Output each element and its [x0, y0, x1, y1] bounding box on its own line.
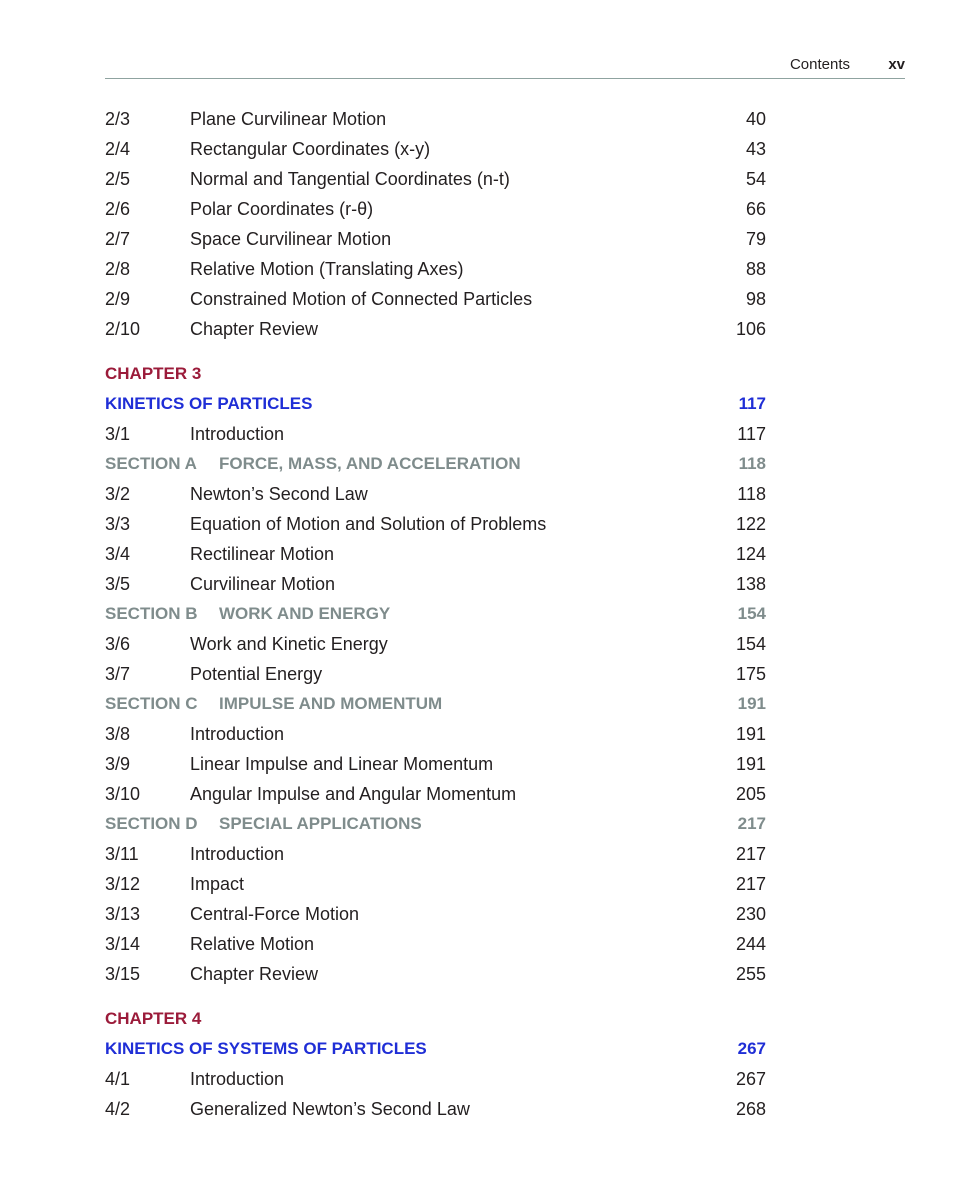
- page-number: 191: [735, 724, 766, 744]
- section-heading[interactable]: [105, 599, 766, 629]
- toc-entry[interactable]: [105, 569, 766, 599]
- chapter-title[interactable]: [105, 389, 766, 419]
- entry-title: Chapter Review: [190, 319, 319, 339]
- page-number: 217: [735, 874, 766, 894]
- page-number: 66: [745, 199, 766, 219]
- section-title: IMPULSE AND MOMENTUM: [219, 694, 443, 713]
- page-number: 88: [745, 259, 766, 279]
- toc-entry[interactable]: [105, 194, 766, 224]
- entry-title: Generalized Newton’s Second Law: [190, 1099, 470, 1119]
- entry-title: Angular Impulse and Angular Momentum: [190, 784, 517, 804]
- section-number: 3/10: [105, 784, 141, 804]
- section-title: FORCE, MASS, AND ACCELERATION: [219, 454, 521, 473]
- entry-title: Normal and Tangential Coordinates (n-t): [190, 169, 510, 189]
- toc-entry[interactable]: [105, 1064, 766, 1094]
- toc-entry[interactable]: [105, 659, 766, 689]
- running-header: [105, 56, 905, 79]
- section-heading[interactable]: [105, 689, 766, 719]
- section-number: 2/5: [105, 169, 131, 189]
- section-label: SECTION B: [105, 604, 198, 623]
- page-number: 191: [737, 694, 766, 713]
- section-number: 4/1: [105, 1069, 131, 1089]
- toc-entry[interactable]: [105, 959, 766, 989]
- page-number: 175: [735, 664, 766, 684]
- entry-title: Central-Force Motion: [190, 904, 360, 924]
- page-number: 230: [735, 904, 766, 924]
- toc-entry[interactable]: [105, 104, 766, 134]
- page-number: 217: [737, 814, 766, 833]
- chapter-title[interactable]: [105, 1034, 766, 1064]
- entry-title: Chapter Review: [190, 964, 319, 984]
- section-number: 2/8: [105, 259, 131, 279]
- section-heading[interactable]: [105, 809, 766, 839]
- chapter-title-text: KINETICS OF SYSTEMS OF PARTICLES: [105, 1039, 427, 1058]
- page-number: 205: [735, 784, 766, 804]
- entry-title: Rectilinear Motion: [190, 544, 335, 564]
- toc-entry[interactable]: [105, 224, 766, 254]
- page-number: 244: [735, 934, 766, 954]
- page-number: 154: [735, 634, 766, 654]
- toc-entry[interactable]: [105, 509, 766, 539]
- section-heading[interactable]: [105, 449, 766, 479]
- section-number: 2/7: [105, 229, 131, 249]
- section-number: 4/2: [105, 1099, 131, 1119]
- toc-entry[interactable]: [105, 479, 766, 509]
- toc-entry[interactable]: [105, 869, 766, 899]
- section-number: 3/11: [105, 844, 139, 864]
- section-number: 3/8: [105, 724, 131, 744]
- page-number: 217: [735, 844, 766, 864]
- toc-entry[interactable]: [105, 134, 766, 164]
- toc-entry[interactable]: [105, 749, 766, 779]
- toc-entry[interactable]: [105, 899, 766, 929]
- entry-title: Introduction: [190, 424, 285, 444]
- page-number: 54: [745, 169, 766, 189]
- entry-title: Equation of Motion and Solution of Problems: [190, 514, 547, 534]
- section-title: SPECIAL APPLICATIONS: [219, 814, 422, 833]
- toc-entry[interactable]: [105, 719, 766, 749]
- section-number: 2/10: [105, 319, 141, 339]
- section-number: 3/13: [105, 904, 141, 924]
- toc-entry[interactable]: [105, 284, 766, 314]
- toc-entry[interactable]: [105, 929, 766, 959]
- page-number: 117: [738, 394, 766, 413]
- section-number: 3/12: [105, 874, 141, 894]
- entry-title: Newton’s Second Law: [190, 484, 368, 504]
- page-number: 122: [735, 514, 766, 534]
- section-number: 2/6: [105, 199, 131, 219]
- page-number: 154: [737, 604, 766, 623]
- page-number: 268: [735, 1099, 766, 1119]
- entry-title: Linear Impulse and Linear Momentum: [190, 754, 494, 774]
- entry-title: Relative Motion: [190, 934, 315, 954]
- toc-entry[interactable]: [105, 1094, 766, 1124]
- page-number: 138: [735, 574, 766, 594]
- section-number: 3/2: [105, 484, 131, 504]
- entry-title: Introduction: [190, 724, 285, 744]
- entry-title: Constrained Motion of Connected Particles: [190, 289, 533, 309]
- toc-entry[interactable]: [105, 629, 766, 659]
- section-number: 3/15: [105, 964, 141, 984]
- toc-entry[interactable]: [105, 539, 766, 569]
- page-number: 43: [745, 139, 766, 159]
- toc-entry[interactable]: [105, 839, 766, 869]
- toc-entry[interactable]: [105, 254, 766, 284]
- page-number: 118: [737, 484, 766, 504]
- entry-title: Introduction: [190, 844, 285, 864]
- toc-entry[interactable]: [105, 779, 766, 809]
- entry-title: Curvilinear Motion: [190, 574, 336, 594]
- chapter-label: [105, 359, 766, 389]
- section-number: 2/4: [105, 139, 131, 159]
- entry-title: Introduction: [190, 1069, 285, 1089]
- section-label: SECTION A: [105, 454, 197, 473]
- section-number: 3/9: [105, 754, 131, 774]
- header-title: Contents: [789, 56, 850, 73]
- entry-title: Plane Curvilinear Motion: [190, 109, 387, 129]
- entry-title: Impact: [190, 874, 245, 894]
- page-number: 98: [745, 289, 766, 309]
- entry-title: Potential Energy: [190, 664, 323, 684]
- page-number: 124: [735, 544, 766, 564]
- table-of-contents: [105, 104, 766, 1124]
- toc-entry[interactable]: [105, 419, 766, 449]
- page-number: 267: [737, 1039, 766, 1058]
- section-number: 3/4: [105, 544, 131, 564]
- page-number: 106: [735, 319, 766, 339]
- page-number: 79: [745, 229, 766, 249]
- entry-title: Space Curvilinear Motion: [190, 229, 392, 249]
- page-number: 40: [745, 109, 766, 129]
- page-number: 118: [738, 454, 766, 473]
- toc-entry[interactable]: [105, 314, 766, 344]
- section-number: 3/3: [105, 514, 131, 534]
- toc-entry[interactable]: [105, 164, 766, 194]
- header-page-number: xv: [888, 56, 905, 73]
- chapter-label: [105, 1004, 766, 1034]
- section-label: SECTION C: [105, 694, 198, 713]
- section-number: 3/14: [105, 934, 141, 954]
- section-label: SECTION D: [105, 814, 198, 833]
- section-number: 2/3: [105, 109, 131, 129]
- entry-title: Polar Coordinates (r-θ): [190, 199, 374, 219]
- section-number: 3/7: [105, 664, 131, 684]
- page-number: 255: [735, 964, 766, 984]
- chapter-label-text: CHAPTER 4: [105, 1009, 202, 1028]
- entry-title: Rectangular Coordinates (x-y): [190, 139, 431, 159]
- page-number: 117: [737, 424, 766, 444]
- chapter-label-text: CHAPTER 3: [105, 364, 202, 383]
- page-number: 267: [735, 1069, 766, 1089]
- chapter-title-text: KINETICS OF PARTICLES: [105, 394, 313, 413]
- section-number: 3/6: [105, 634, 131, 654]
- section-number: 3/5: [105, 574, 131, 594]
- page-number: 191: [735, 754, 766, 774]
- entry-title: Work and Kinetic Energy: [190, 634, 388, 654]
- section-number: 3/1: [105, 424, 131, 444]
- section-title: WORK AND ENERGY: [219, 604, 391, 623]
- entry-title: Relative Motion (Translating Axes): [190, 259, 464, 279]
- section-number: 2/9: [105, 289, 131, 309]
